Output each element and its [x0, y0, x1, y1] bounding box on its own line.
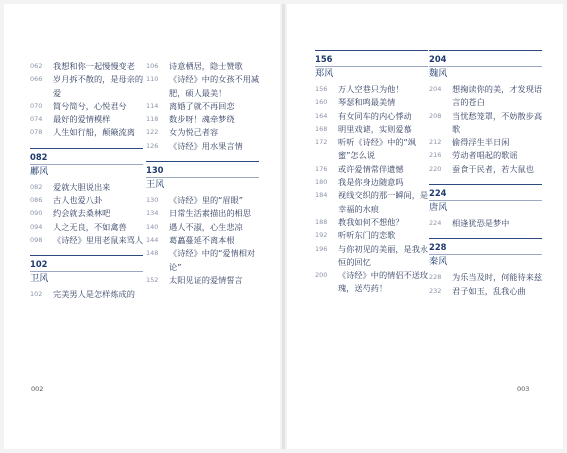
entry-page-number: 106 [146, 62, 159, 70]
entry-title: 为乐当及时，何能待来兹 [452, 272, 543, 283]
section-title: 王风 [146, 179, 165, 191]
toc-entry [146, 194, 261, 207]
toc-entry [429, 136, 544, 149]
entry-title: 有女同车的内心悸动 [338, 110, 412, 121]
section-header [429, 238, 544, 269]
entry-page-number: 110 [146, 75, 159, 84]
entry-page-number: 148 [146, 249, 159, 258]
entry-page-number: 066 [30, 75, 43, 84]
section-header [315, 50, 430, 81]
toc-column-4 [429, 50, 544, 298]
entry-page-number: 062 [30, 62, 43, 70]
entry-title: 约会就去桑林吧 [53, 208, 111, 219]
toc-entry [315, 83, 430, 96]
entry-title: 相逢犹恐是梦中 [452, 218, 510, 229]
entry-page-number: 232 [429, 286, 442, 295]
entry-title: 《诗经》中的情侣不送玫瑰，送芍药！ [338, 270, 429, 294]
entry-page-number: 078 [30, 128, 43, 137]
entry-title: 岁月拆不散的，是母亲的爱 [53, 74, 144, 98]
entry-title: 视线交织的那一瞬间，是幸福的水痕 [338, 190, 429, 214]
entry-title: 遇人不淑，心生悲凉 [169, 221, 243, 232]
entry-title: 数步呀！魂牵梦绕 [169, 114, 235, 125]
toc-entry [315, 216, 430, 229]
entry-title: 《诗经》用水果言情 [169, 140, 243, 151]
entry-page-number: 118 [146, 115, 159, 124]
toc-entry [30, 221, 145, 234]
entry-page-number: 086 [30, 196, 43, 205]
toc-entry [146, 60, 261, 73]
section-title: 秦风 [429, 256, 448, 268]
entry-page-number: 098 [30, 235, 43, 244]
entry-title: 离婚了就不再回恋 [169, 100, 235, 111]
entry-title: 教我如何不想他？ [338, 216, 404, 227]
entry-page-number: 168 [315, 124, 328, 133]
toc-entry [30, 60, 145, 73]
entry-page-number: 196 [315, 244, 328, 253]
toc-entry [146, 207, 261, 220]
entry-title: 偷得浮生半日闲 [452, 137, 510, 148]
entry-title: 君子如玉，乱我心曲 [452, 285, 526, 296]
entry-page-number: 208 [429, 111, 442, 120]
toc-entry [315, 269, 430, 296]
entry-title: 我是你身边随意吗 [338, 177, 404, 188]
section-page-number: 224 [429, 188, 447, 199]
toc-entry [429, 285, 544, 298]
toc-entry [146, 247, 261, 274]
entry-title: 爱就大胆说出来 [53, 181, 111, 192]
toc-entry [429, 110, 544, 137]
entry-title: 明里戏谑，实则爱慕 [338, 123, 412, 134]
entry-page-number: 126 [146, 141, 159, 150]
entry-page-number: 070 [30, 101, 43, 110]
section-title: 魏风 [429, 68, 448, 79]
toc-column-1 [30, 60, 145, 302]
entry-title: 葛藟蔓延不离本根 [169, 234, 235, 245]
entry-page-number: 188 [315, 217, 328, 226]
entry-page-number: 164 [315, 111, 328, 120]
toc-entry [315, 96, 430, 109]
entry-page-number: 114 [146, 101, 159, 110]
page-number: 003 [517, 385, 530, 393]
entry-title: 蚕食于民者，若大鼠也 [452, 163, 534, 174]
entry-page-number: 180 [315, 178, 328, 187]
entry-page-number: 176 [315, 164, 328, 173]
entry-page-number: 212 [429, 138, 442, 147]
section-header [146, 161, 261, 192]
section-header [429, 184, 544, 215]
toc-entry [429, 83, 544, 110]
section-title: 郑风 [315, 68, 334, 79]
section-header [429, 50, 544, 81]
entry-title: 《诗经》中的“爱情相对论” [169, 248, 256, 272]
section-page-number: 228 [429, 242, 447, 253]
toc-entry [146, 274, 261, 287]
entry-title: 诗意栖居，隐士赞歌 [169, 61, 243, 71]
toc-column-2 [146, 60, 261, 287]
toc-entry [30, 181, 145, 194]
entry-page-number: 090 [30, 209, 43, 218]
entry-page-number: 122 [146, 128, 159, 137]
entry-page-number: 192 [315, 231, 328, 240]
left-page [4, 4, 280, 449]
toc-entry [146, 221, 261, 234]
entry-page-number: 094 [30, 222, 43, 231]
entry-page-number: 074 [30, 115, 43, 124]
entry-title: 《诗经》里用老鼠来骂人 [53, 234, 144, 245]
section-header [30, 148, 145, 179]
toc-entry [146, 113, 261, 126]
entry-title: 人生如行船，颠簸流离 [53, 127, 135, 138]
entry-title: 《诗经》里的“眉眼” [169, 195, 243, 206]
entry-page-number: 130 [146, 196, 159, 205]
entry-page-number: 200 [315, 271, 328, 280]
toc-entry [429, 271, 544, 284]
toc-entry [146, 73, 261, 100]
section-title: 卫风 [30, 273, 49, 285]
entry-title: 完美男人是怎样炼成的 [53, 289, 135, 300]
section-page-number: 130 [146, 165, 164, 176]
toc-entry [146, 140, 261, 153]
entry-page-number: 140 [146, 222, 159, 231]
entry-page-number: 204 [429, 85, 442, 93]
toc-entry [30, 194, 145, 207]
section-title: 鄘风 [30, 165, 49, 177]
entry-title: 《诗经》中的女孩不用减肥，硕人最美！ [169, 74, 260, 98]
toc-entry [146, 100, 261, 113]
entry-page-number: 224 [429, 219, 442, 228]
toc-entry [30, 73, 145, 100]
entry-page-number: 082 [30, 182, 43, 191]
entry-title: 琴瑟和鸣最美情 [338, 97, 396, 108]
section-title: 唐风 [429, 202, 448, 214]
entry-page-number: 134 [146, 209, 159, 218]
right-page [287, 4, 563, 449]
entry-page-number: 216 [429, 151, 442, 160]
entry-page-number: 102 [30, 290, 43, 299]
entry-title: 太阳见证的爱情誓言 [169, 274, 243, 285]
toc-entry [315, 229, 430, 242]
toc-entry [315, 176, 430, 189]
toc-entry [429, 163, 544, 176]
toc-entry [315, 110, 430, 123]
toc-entry [315, 163, 430, 176]
toc-column-3 [315, 50, 430, 296]
entry-page-number: 228 [429, 273, 442, 282]
book-spine [282, 4, 285, 449]
toc-entry [146, 234, 261, 247]
toc-entry [315, 243, 430, 270]
entry-page-number: 144 [146, 235, 159, 244]
toc-entry [30, 126, 145, 139]
entry-title: 人之无良，不如禽兽 [53, 221, 127, 232]
entry-title: 万人空巷只为他！ [338, 84, 404, 94]
entry-title: 劳动者唱起的歌谣 [452, 150, 518, 161]
entry-title: 简兮简兮，心悦君兮 [53, 100, 127, 111]
entry-title: 日常生活素描出的相思 [169, 208, 251, 219]
entry-title: 当忧愁笼罩，不妨散步高歌 [452, 110, 543, 134]
entry-title: 听听《诗经》中的“飒蜜”怎么说 [338, 137, 416, 161]
entry-title: 想掬读你的美，才发现语言的苍白 [452, 84, 543, 108]
entry-page-number: 160 [315, 98, 328, 107]
entry-title: 我想和你一起慢慢变老 [53, 61, 135, 71]
section-page-number: 082 [30, 151, 48, 162]
entry-page-number: 172 [315, 138, 328, 147]
entry-title: 最好的爱情模样 [53, 114, 111, 125]
page-number: 002 [31, 385, 44, 393]
entry-page-number: 220 [429, 164, 442, 173]
toc-entry [30, 113, 145, 126]
toc-entry [429, 217, 544, 230]
toc-entry [315, 136, 430, 163]
toc-entry [30, 100, 145, 113]
toc-entry [146, 126, 261, 139]
toc-entry [30, 207, 145, 220]
toc-entry [315, 189, 430, 216]
section-page-number: 102 [30, 259, 48, 270]
entry-title: 女为悦己者容 [169, 127, 219, 138]
toc-entry [429, 149, 544, 162]
toc-entry [30, 288, 145, 301]
entry-page-number: 156 [315, 85, 328, 93]
entry-title: 古人也爱八卦 [53, 195, 103, 206]
section-header [30, 255, 145, 286]
entry-title: 与你初见的美丽，是我永恒的回忆 [338, 243, 429, 267]
section-page-number: 204 [429, 54, 447, 64]
entry-title: 或许爱情常伴遗憾 [338, 163, 404, 174]
section-page-number: 156 [315, 54, 333, 64]
entry-title: 听听东门的恋歌 [338, 230, 396, 241]
toc-entry [30, 234, 145, 247]
toc-entry [315, 123, 430, 136]
entry-page-number: 184 [315, 191, 328, 200]
entry-page-number: 152 [146, 275, 159, 284]
